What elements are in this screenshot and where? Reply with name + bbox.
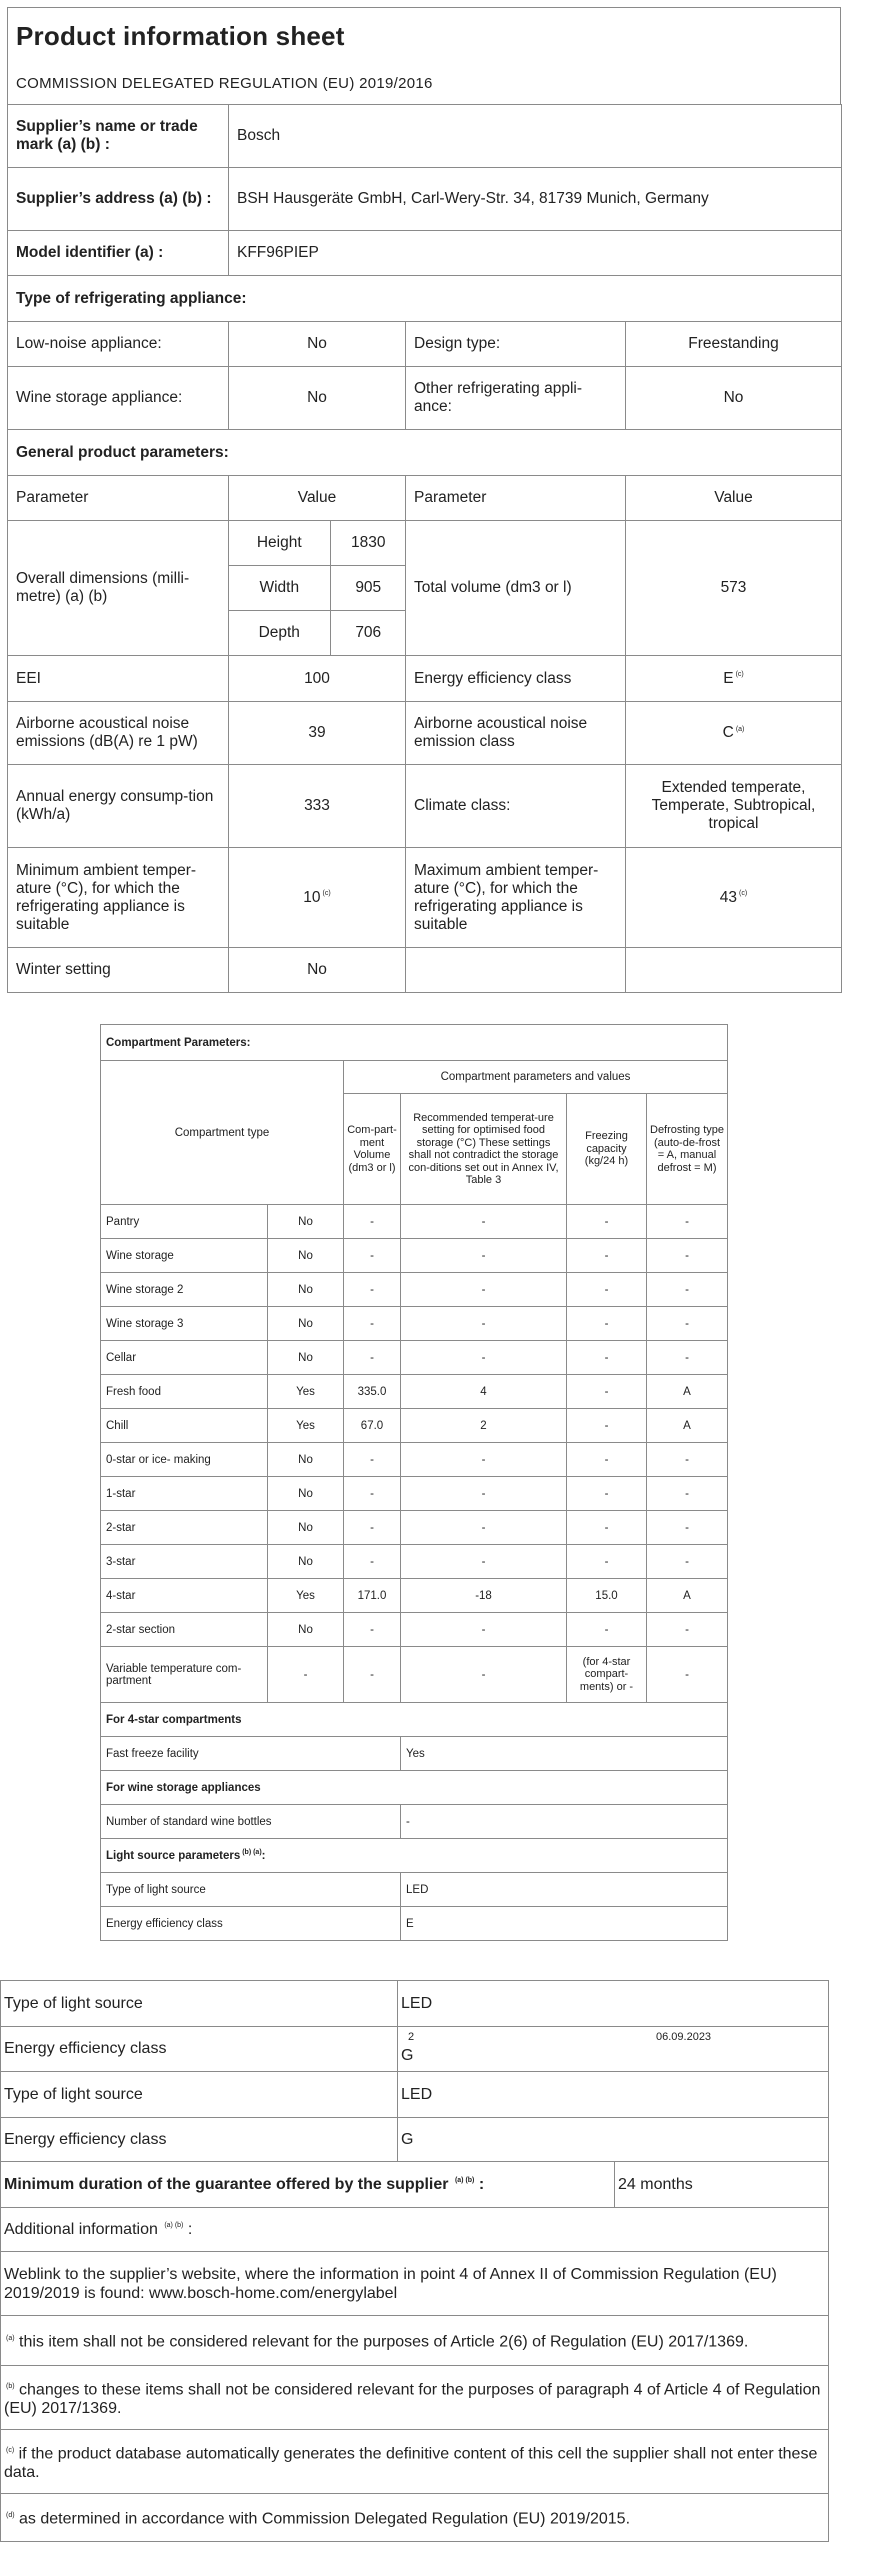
winter-setting-row [8,948,842,993]
compartment-volume: 171.0 [344,1579,401,1613]
compartment-volume: 67.0 [344,1409,401,1443]
dimensions-cell [229,521,406,656]
light-type-label: Type of light source [101,1873,401,1907]
annual-energy-row [8,765,842,848]
guarantee-value: 24 months [615,2162,829,2208]
light-type-row-1 [1,1981,829,2027]
compartment-rows [101,1205,728,1647]
footnote-mark: (c) [322,890,331,898]
temperature-header: Recommended temperat-ure setting for optimised food storage (°C) These settings shall not contradict the storage con-ditions set out in Annex IV, Table 3 [401,1094,567,1205]
compartment-params-header: Compartment parameters and values [344,1061,728,1094]
light-class-value: G [401,2047,414,2064]
compartment-temperature: - [401,1443,567,1477]
compartment-group-header-row [101,1061,728,1094]
document-date: 06.09.2023 [656,2031,712,2043]
compartment-temperature: 2 [401,1409,567,1443]
total-volume-value: 573 [626,521,842,656]
wine-bottles-row [101,1805,728,1839]
compartment-defrost: - [647,1341,728,1375]
compartment-name: 1-star [101,1477,268,1511]
compartment-present: No [268,1273,344,1307]
footnote [1,2316,829,2366]
compartment-volume: - [344,1477,401,1511]
compartment-defrost: A [647,1375,728,1409]
compartment-freezing: - [567,1307,647,1341]
noise-class-cell [626,702,842,765]
compartment-row [101,1205,728,1239]
compartment-volume: - [344,1511,401,1545]
variable-compartment-row [101,1647,728,1703]
compartment-volume: - [344,1205,401,1239]
footnote-mark: (a) (b) [454,2177,475,2185]
additional-information-table [0,1980,829,2542]
supplier-label: Supplier’s name or trade mark (a) (b) : [8,105,229,168]
fast-freeze-row [101,1737,728,1771]
supplier-row [8,105,842,168]
footnote [1,2366,829,2430]
min-ambient-temp-cell [229,848,406,948]
compartment-present: Yes [268,1375,344,1409]
compartment-freezing: - [567,1443,647,1477]
additional-info-row [1,2208,829,2252]
compartment-freezing: (for 4-star compart-ments) or - [567,1647,647,1703]
empty-cell [626,948,842,993]
compartment-present: No [268,1239,344,1273]
fast-freeze-label: Fast freeze facility [101,1737,401,1771]
height-label: Height [229,521,330,566]
general-parameters-table [7,104,842,993]
max-ambient-temp-value: 43 [719,888,738,906]
footnote-mark: (d) [6,2512,15,2520]
width-label: Width [229,566,330,611]
light-heading-row [101,1839,728,1873]
four-star-heading-row [101,1703,728,1737]
compartment-volume: - [344,1341,401,1375]
freezing-header: Freezing capacity (kg/24 h) [567,1094,647,1205]
guarantee-colon: : [478,2175,485,2193]
compartment-temperature: - [401,1273,567,1307]
general-heading-row [8,430,842,476]
footnote-row [1,2430,829,2494]
fast-freeze-value: Yes [401,1737,728,1771]
light-heading: Light source parameters [106,1849,241,1862]
winter-setting-label: Winter setting [8,948,229,993]
compartment-defrost: - [647,1613,728,1647]
type-heading: Type of refrigerating appliance: [8,276,842,322]
compartment-defrost: A [647,1409,728,1443]
compartment-freezing: - [567,1613,647,1647]
compartment-temperature: - [401,1613,567,1647]
width-value: 905 [330,566,406,611]
light-type-value: LED [398,1981,829,2027]
climate-class-value: Extended temperate, Temperate, Subtropical, tropical [626,765,842,848]
compartment-defrost: - [647,1511,728,1545]
compartment-temperature: - [401,1307,567,1341]
compartment-present: No [268,1511,344,1545]
compartment-volume: - [344,1239,401,1273]
low-noise-label: Low-noise appliance: [8,322,229,367]
column-header-row [8,476,842,521]
value-header: Value [229,476,406,521]
compartment-freezing: - [567,1477,647,1511]
compartment-row [101,1239,728,1273]
compartment-freezing: - [567,1545,647,1579]
footnote-text: as determined in accordance with Commission Delegated Regulation (EU) 2019/2015. [19,2510,631,2528]
annual-energy-value: 333 [229,765,406,848]
light-class-label: Energy efficiency class [101,1907,401,1941]
wine-storage-value: No [229,367,406,430]
design-type-label: Design type: [406,322,626,367]
defrost-header: Defrosting type (auto-de-frost = A, manual defrost = M) [647,1094,728,1205]
light-class-value: G [398,2118,829,2162]
dimensions-row [8,521,842,656]
compartment-present: No [268,1307,344,1341]
compartment-name: 2-star [101,1511,268,1545]
ambient-temperature-row [8,848,842,948]
compartment-parameters-table [100,1024,728,1941]
compartment-defrost: - [647,1205,728,1239]
wine-heading: For wine storage appliances [101,1771,728,1805]
light-class-row [101,1907,728,1941]
total-volume-label: Total volume (dm3 or l) [406,521,626,656]
wine-bottles-value: - [401,1805,728,1839]
energy-class-label: Energy efficiency class [406,656,626,702]
depth-value: 706 [355,624,382,641]
compartment-freezing: - [567,1273,647,1307]
height-value: 1830 [330,521,406,566]
empty-cell [406,948,626,993]
design-type-value: Freestanding [626,322,842,367]
noise-label: Airborne acoustical noise emissions (dB(A) re 1 pW) [8,702,229,765]
dimensions-label: Overall dimensions (milli-metre) (a) (b) [8,521,229,656]
footnote-row [1,2366,829,2430]
compartment-present: Yes [268,1579,344,1613]
compartment-freezing: - [567,1409,647,1443]
compartment-defrost: A [647,1579,728,1613]
compartment-row [101,1341,728,1375]
compartment-heading: Compartment Parameters: [101,1025,728,1061]
wine-row [8,367,842,430]
compartment-temperature: - [401,1341,567,1375]
compartment-row [101,1273,728,1307]
eei-label: EEI [8,656,229,702]
compartment-temperature: - [401,1477,567,1511]
compartment-name: Wine storage 2 [101,1273,268,1307]
additional-info-label: Additional information [4,2220,158,2238]
max-ambient-temp-label: Maximum ambient temper-ature (°C), for which the refrigerating appliance is suitable [406,848,626,948]
compartment-defrost: - [647,1647,728,1703]
weblink-row [1,2252,829,2316]
compartment-row [101,1443,728,1477]
general-heading: General product parameters: [8,430,842,476]
compartment-volume: - [344,1307,401,1341]
volume-header: Com-part-ment Volume (dm3 or l) [344,1094,401,1205]
footnote-mark: (a) (b) [164,2222,184,2230]
noise-class-label: Airborne acoustical noise emission class [406,702,626,765]
compartment-present: No [268,1341,344,1375]
light-class-value: E [401,1907,728,1941]
light-type-row-2 [1,2072,829,2118]
compartment-row [101,1307,728,1341]
compartment-name: Wine storage 3 [101,1307,268,1341]
address-value: BSH Hausgeräte GmbH, Carl-Wery-Str. 34, 81739 Munich, Germany [229,168,842,231]
compartment-heading-row [101,1025,728,1061]
compartment-temperature: - [401,1239,567,1273]
footnote-mark: (b) [6,2382,15,2390]
compartment-defrost: - [647,1273,728,1307]
footnote-mark: (c) [739,890,748,898]
type-heading-row [8,276,842,322]
four-star-heading: For 4-star compartments [101,1703,728,1737]
min-ambient-temp-value: 10 [303,888,321,906]
compartment-freezing: - [567,1375,647,1409]
compartment-name: 2-star section [101,1613,268,1647]
other-appliance-value: No [626,367,842,430]
footnote-text: if the product database automatically generates the definitive content of this cell the supplier shall not enter these data. [4,2445,818,2482]
compartment-name: Chill [101,1409,268,1443]
footnote-row [1,2316,829,2366]
compartment-present: No [268,1545,344,1579]
wine-heading-row [101,1771,728,1805]
compartment-present: No [268,1477,344,1511]
page-number: 2 [408,2031,415,2043]
compartment-row [101,1477,728,1511]
compartment-name: Cellar [101,1341,268,1375]
compartment-name: 4-star [101,1579,268,1613]
dimensions-table [229,521,406,655]
sheet-header [7,7,841,104]
compartment-volume: - [344,1443,401,1477]
compartment-defrost: - [647,1307,728,1341]
model-value: KFF96PIEP [229,231,842,276]
guarantee-label-cell [1,2162,615,2208]
supplier-value: Bosch [229,105,842,168]
parameter-header: Parameter [406,476,626,521]
compartment-volume: - [344,1273,401,1307]
noise-row [8,702,842,765]
compartment-name: Variable temperature com-partment [101,1647,268,1703]
compartment-defrost: - [647,1545,728,1579]
compartment-present: Yes [268,1409,344,1443]
guarantee-label: Minimum duration of the guarantee offered by the supplier [4,2175,449,2193]
compartment-present: No [268,1613,344,1647]
additional-info-cell [1,2208,829,2252]
footnote [1,2494,829,2542]
value-header: Value [626,476,842,521]
compartment-row [101,1409,728,1443]
compartment-freezing: - [567,1341,647,1375]
climate-class-label: Climate class: [406,765,626,848]
footnote-mark: (c) [735,671,744,679]
compartment-temperature: 4 [401,1375,567,1409]
low-noise-row [8,322,842,367]
footnote-mark: (a) [735,725,745,733]
light-class-label: Energy efficiency class [1,2027,398,2072]
compartment-row [101,1375,728,1409]
footnote-text: changes to these items shall not be considered relevant for the purposes of paragraph 4 of Article 4 of Regulation (EU) 2017/1369. [4,2381,821,2418]
compartment-row [101,1545,728,1579]
noise-value: 39 [229,702,406,765]
page-title: Product information sheet [16,21,345,51]
light-class-label: Energy efficiency class [1,2118,398,2162]
eei-value: 100 [229,656,406,702]
light-heading-colon: : [261,1849,266,1862]
compartment-name: 0-star or ice- making [101,1443,268,1477]
compartment-volume: - [344,1613,401,1647]
compartment-volume: - [344,1545,401,1579]
compartment-row [101,1613,728,1647]
compartment-freezing: - [567,1239,647,1273]
light-heading-cell [101,1839,728,1873]
low-noise-value: No [229,322,406,367]
light-class-row-2 [1,2118,829,2162]
model-label: Model identifier (a) : [8,231,229,276]
compartment-name: Fresh food [101,1375,268,1409]
light-type-value: LED [401,1873,728,1907]
light-class-row-1 [1,2027,829,2072]
footnotes [1,2316,829,2542]
compartment-name: Wine storage [101,1239,268,1273]
compartment-temperature: - [401,1205,567,1239]
light-type-row [101,1873,728,1907]
compartment-temperature: -18 [401,1579,567,1613]
light-class-stamp-cell [398,2027,829,2072]
min-ambient-temp-label: Minimum ambient temper-ature (°C), for which the refrigerating appliance is suitable [8,848,229,948]
compartment-freezing: - [567,1511,647,1545]
footnote [1,2430,829,2494]
compartment-temperature: - [401,1647,567,1703]
wine-bottles-label: Number of standard wine bottles [101,1805,401,1839]
additional-info-colon: : [187,2220,193,2238]
noise-class-value: C [722,724,734,741]
light-type-label: Type of light source [1,2072,398,2118]
annual-energy-label: Annual energy consump-tion (kWh/a) [8,765,229,848]
compartment-present: No [268,1443,344,1477]
parameter-header: Parameter [8,476,229,521]
max-ambient-temp-cell [626,848,842,948]
eei-row [8,656,842,702]
address-label: Supplier’s address (a) (b) : [8,168,229,231]
regulation-reference: COMMISSION DELEGATED REGULATION (EU) 2019/2016 [16,75,433,92]
other-appliance-label: Other refrigerating appli-ance: [406,367,626,430]
compartment-volume: - [344,1647,401,1703]
guarantee-row [1,2162,829,2208]
winter-setting-value: No [229,948,406,993]
compartment-freezing: 15.0 [567,1579,647,1613]
compartment-temperature: - [401,1545,567,1579]
footnote-text: this item shall not be considered relevant for the purposes of Article 2(6) of Regulation (EU) 2017/1369. [19,2333,749,2351]
product-information-sheet [7,7,841,993]
light-type-value: LED [398,2072,829,2118]
compartment-name: 3-star [101,1545,268,1579]
compartment-defrost: - [647,1477,728,1511]
compartment-type-header: Compartment type [101,1061,344,1205]
depth-label: Depth [229,611,330,656]
model-row [8,231,842,276]
address-row [8,168,842,231]
footnote-mark: (c) [6,2446,15,2454]
energy-class-cell [626,656,842,702]
compartment-name: Pantry [101,1205,268,1239]
footnote-row [1,2494,829,2542]
energy-class-value: E [723,669,734,687]
compartment-volume: 335.0 [344,1375,401,1409]
wine-storage-label: Wine storage appliance: [8,367,229,430]
compartment-temperature: - [401,1511,567,1545]
compartment-present: - [268,1647,344,1703]
footnote-mark: (b) (a) [242,1849,262,1857]
compartment-row [101,1579,728,1613]
footnote-mark: (a) [6,2335,15,2343]
compartment-present: No [268,1205,344,1239]
compartment-defrost: - [647,1443,728,1477]
compartment-freezing: - [567,1205,647,1239]
weblink-text: Weblink to the supplier’s website, where the information in point 4 of Annex II of Commission Regulation (EU) 2019/2019 is found: www.bosch-home.com/energylabel [1,2252,829,2316]
light-type-label: Type of light source [1,1981,398,2027]
compartment-row [101,1511,728,1545]
compartment-defrost: - [647,1239,728,1273]
